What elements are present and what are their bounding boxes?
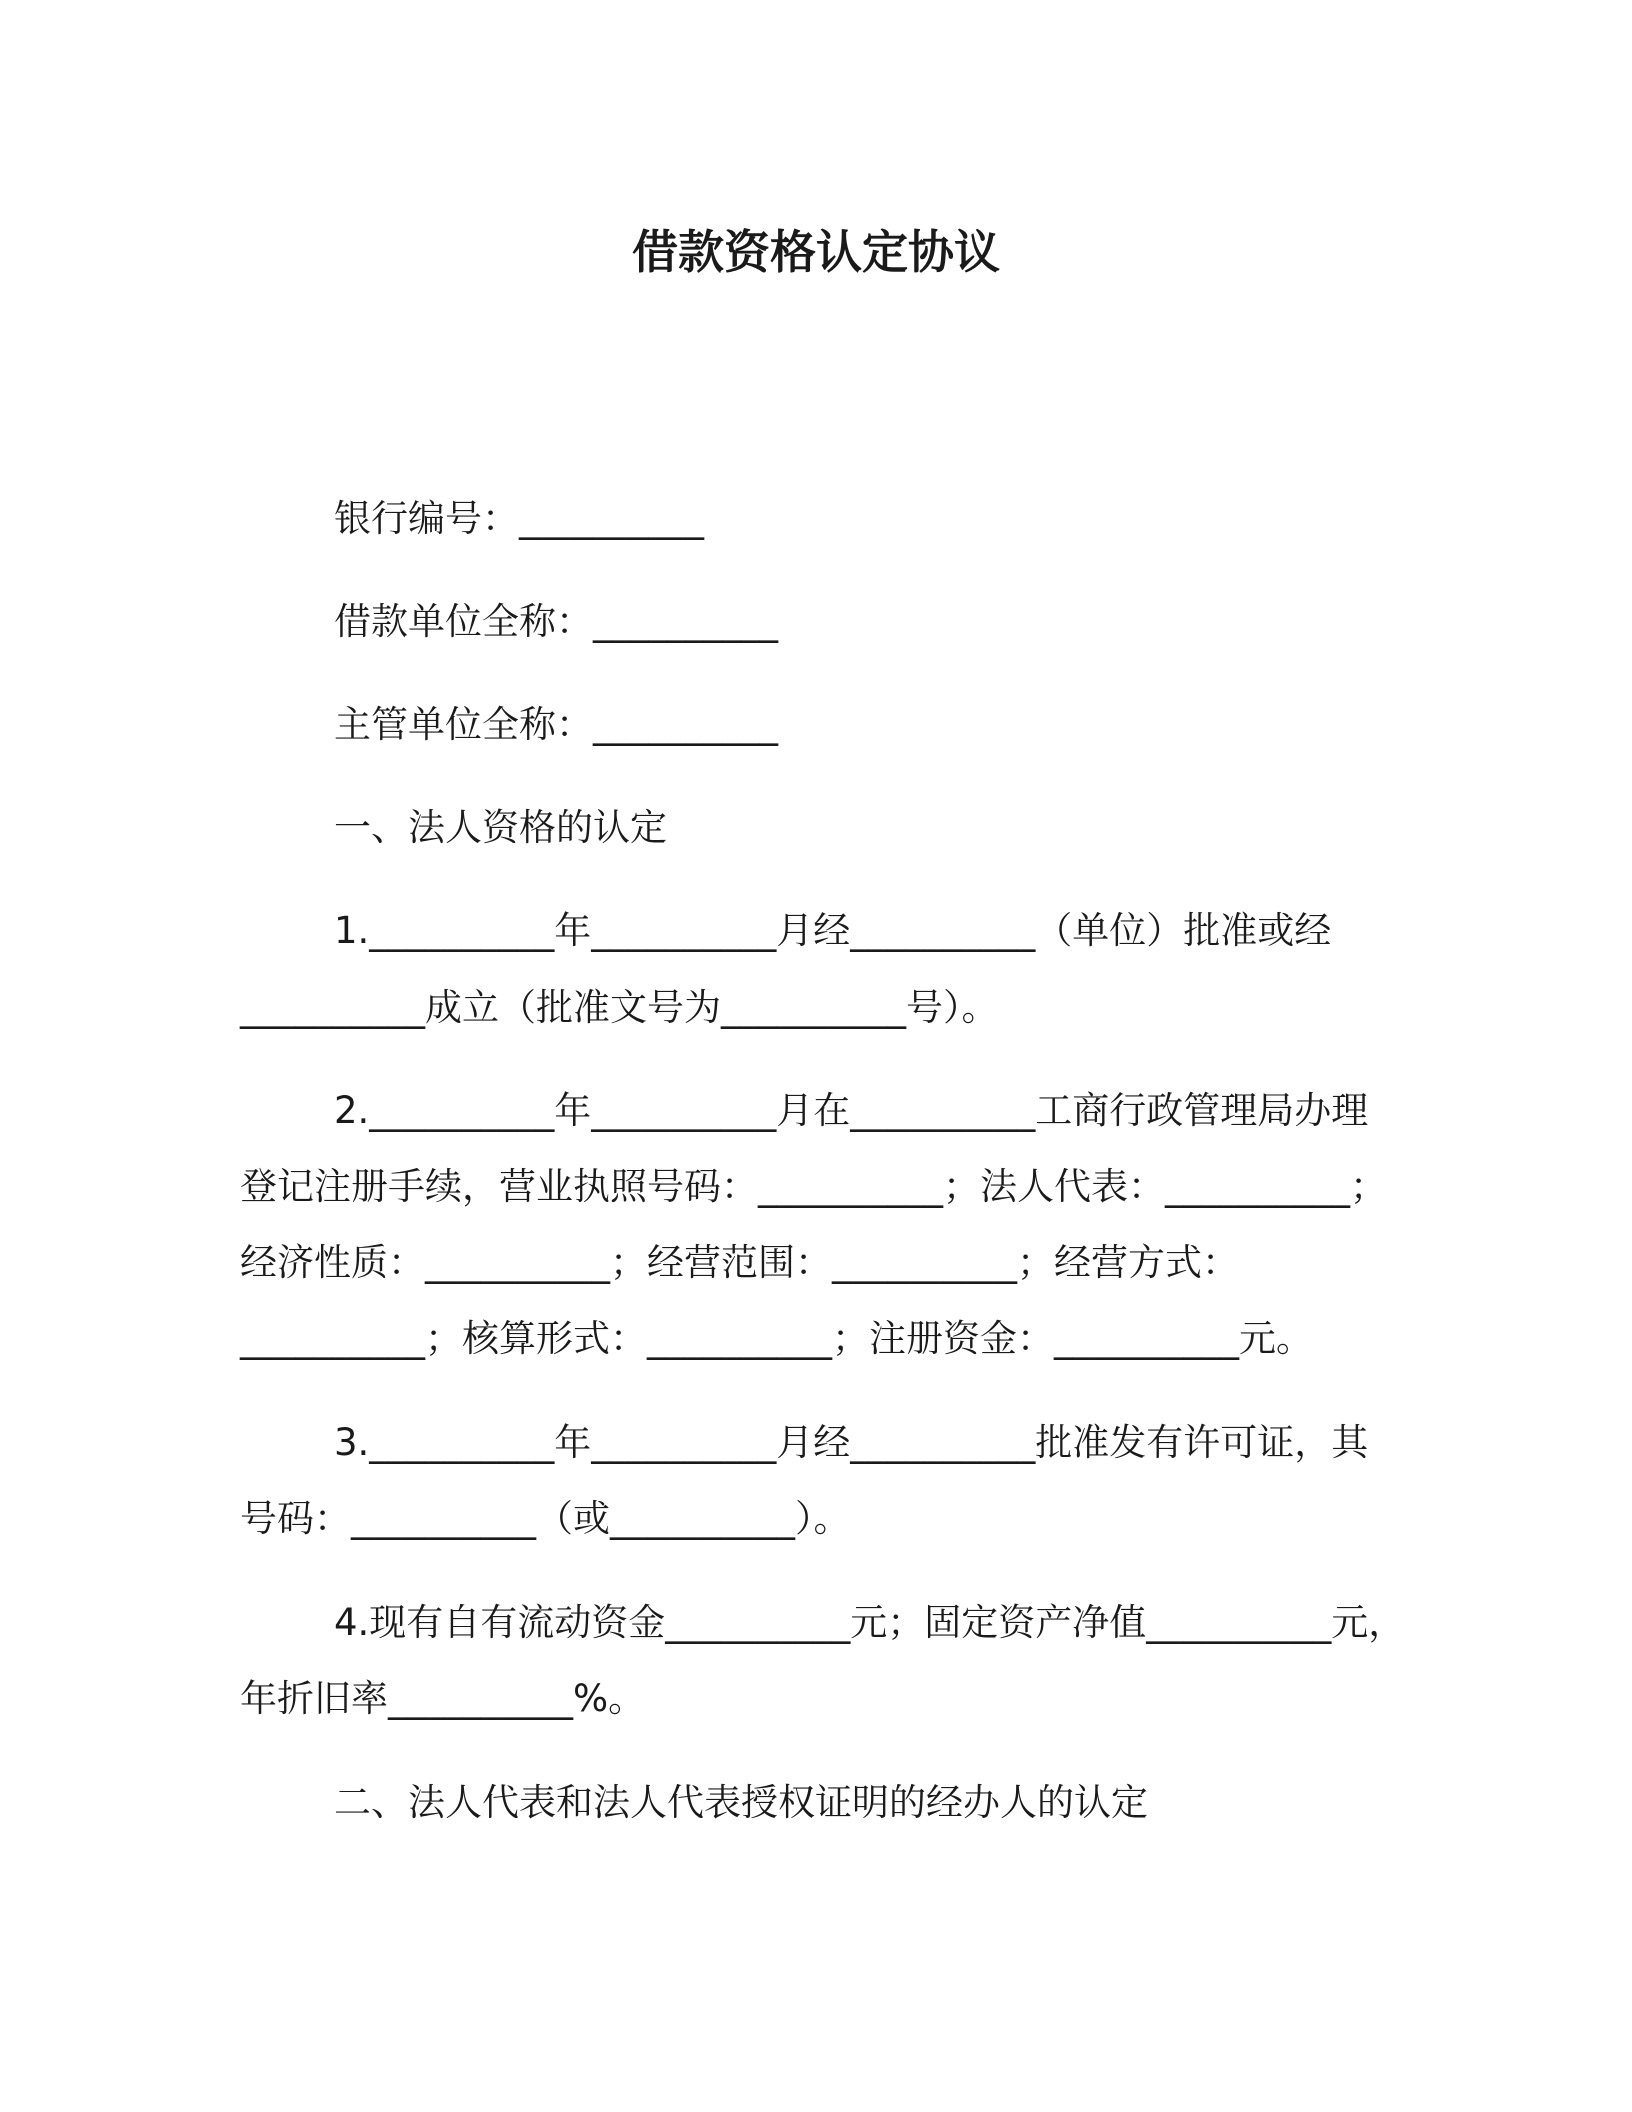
clause-4-line-1: 4.现有自有流动资金__________元；固定资产净值__________元， <box>334 1601 1406 1644</box>
clause-1-line-2: __________成立（批准文号为__________号）。 <box>240 986 999 1029</box>
section-heading-1: 一、法人资格的认定 <box>334 806 667 849</box>
clause-3-line-1: 3.__________年__________月经__________批准发有许可证，其 <box>334 1421 1369 1464</box>
clause-1-line-1: 1.__________年__________月经__________（单位）批准或经 <box>334 909 1332 952</box>
borrower-name-line: 借款单位全称：__________ <box>334 600 778 643</box>
clause-2-line-3: 经济性质：__________；经营范围：__________；经营方式： <box>240 1241 1239 1284</box>
clause-3-line-2: 号码：__________（或__________）。 <box>240 1497 851 1540</box>
clause-2-line-1: 2.__________年__________月在__________工商行政管理局办理 <box>334 1089 1369 1132</box>
clause-2-line-4: __________；核算形式：__________；注册资金：__________元。 <box>240 1317 1313 1360</box>
document-title: 借款资格认定协议 <box>632 225 1000 279</box>
section-heading-2: 二、法人代表和法人代表授权证明的经办人的认定 <box>334 1781 1148 1824</box>
clause-4-line-2: 年折旧率__________%。 <box>240 1677 646 1720</box>
clause-2-line-2: 登记注册手续，营业执照号码：__________；法人代表：__________； <box>240 1165 1387 1208</box>
bank-number-line: 银行编号：__________ <box>334 497 704 540</box>
supervisor-name-line: 主管单位全称：__________ <box>334 703 778 746</box>
